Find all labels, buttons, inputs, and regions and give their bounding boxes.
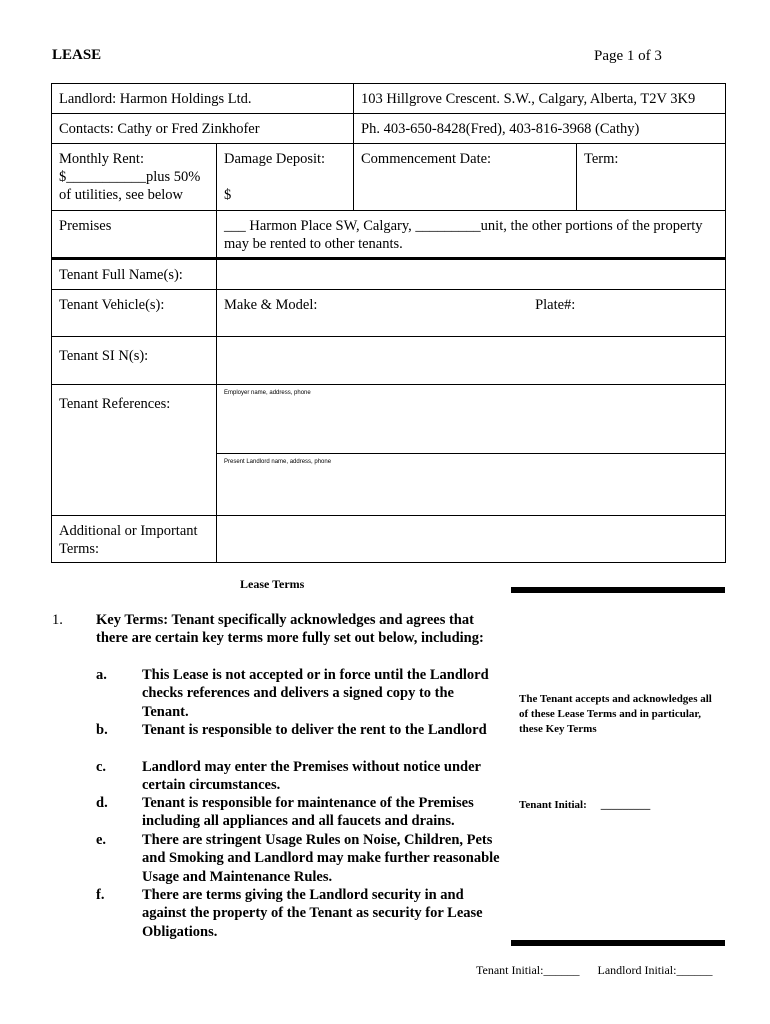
term-cell[interactable]: [577, 144, 726, 211]
bottom-divider-bar: [511, 940, 725, 946]
item-letter: a.: [96, 667, 107, 683]
employer-hint: Employer name, address, phone: [224, 390, 311, 396]
footer-landlord-initial[interactable]: Landlord Initial:______: [597, 963, 713, 977]
commencement-date-cell[interactable]: [354, 144, 577, 211]
lease-form-table: [51, 83, 726, 563]
side-initial-line[interactable]: _________: [600, 799, 651, 811]
tenant-references-label: Tenant References:: [52, 385, 217, 516]
item-text: Tenant is responsible to deliver the rent to the Landlord: [142, 722, 487, 738]
tenant-vehicle-label: Tenant Vehicle(s):: [52, 290, 217, 337]
tenant-references-field[interactable]: [217, 385, 726, 516]
footer-tenant-initial[interactable]: Tenant Initial:______: [476, 963, 580, 977]
landlord-cell: Landlord: Harmon Holdings Ltd.: [52, 84, 354, 114]
contacts-cell: Contacts: Cathy or Fred Zinkhofer: [52, 114, 354, 144]
monthly-rent-label: Monthly Rent:: [59, 151, 144, 167]
item-letter: e.: [96, 832, 107, 848]
item-text: Tenant is responsible for maintenance of the Premises including all appliances and all faucets and drains.: [142, 795, 474, 830]
tenant-vehicle-field[interactable]: [217, 290, 726, 337]
additional-terms-field[interactable]: [217, 516, 726, 563]
side-tenant-initial[interactable]: [519, 799, 650, 811]
damage-deposit-value: $: [224, 187, 232, 203]
phones-cell: Ph. 403-650-8428(Fred), 403-816-3968 (Cathy): [354, 114, 726, 144]
damage-deposit-cell[interactable]: [217, 144, 354, 211]
item-letter: f.: [96, 887, 105, 903]
landlord-reference-field[interactable]: [217, 454, 725, 514]
item-text: There are stringent Usage Rules on Noise, Children, Pets and Smoking and Landlord may make further reasonable Usage and Maintenance Rules.: [142, 832, 500, 885]
premises-label: Premises: [52, 211, 217, 259]
item-text: There are terms giving the Landlord security in and against the property of the Tenant as security for Lease Obligations.: [142, 887, 483, 940]
tenant-sin-label: Tenant SI N(s):: [52, 337, 217, 385]
landlord-address-cell: 103 Hillgrove Crescent. S.W., Calgary, Alberta, T2V 3K9: [354, 84, 726, 114]
document-title: LEASE: [52, 47, 102, 63]
item-number: 1.: [52, 612, 63, 628]
item-letter: b.: [96, 722, 108, 738]
tenant-sin-field[interactable]: [217, 337, 726, 385]
tenant-names-field[interactable]: [217, 259, 726, 290]
premises-text[interactable]: ___ Harmon Place SW, Calgary, _________unit, the other portions of the property may be rented to other tenants.: [217, 211, 726, 259]
item-letter: c.: [96, 759, 107, 775]
key-terms-intro: Key Terms: Tenant specifically acknowledges and agrees that there are certain key terms more fully set out below, including:: [96, 612, 484, 647]
employer-reference-field[interactable]: [217, 385, 725, 454]
item-text: Landlord may enter the Premises without notice under certain circumstances.: [142, 759, 481, 794]
landlord-hint: Present Landlord name, address, phone: [224, 459, 332, 465]
damage-deposit-label: Damage Deposit:: [224, 151, 326, 167]
make-model-label: Make & Model:: [224, 297, 318, 313]
top-divider-bar: [511, 587, 725, 593]
item-text: This Lease is not accepted or in force until the Landlord checks references and delivers a signed copy to the Tenant.: [142, 667, 489, 720]
lease-terms-heading: Lease Terms: [240, 577, 305, 591]
monthly-rent-cell[interactable]: [52, 144, 217, 211]
side-initial-label: Tenant Initial:: [519, 799, 587, 811]
commencement-date-label: Commencement Date:: [361, 151, 492, 167]
monthly-rent-line: $___________plus 50%: [59, 169, 201, 185]
item-letter: d.: [96, 795, 108, 811]
term-label: Term:: [584, 151, 619, 167]
plate-label: Plate#:: [535, 297, 576, 313]
page-number: Page 1 of 3: [594, 48, 662, 64]
acknowledgement-note: The Tenant accepts and acknowledges all of these Lease Terms and in particular, these Key Terms: [519, 693, 712, 735]
additional-terms-label: Additional or Important Terms:: [52, 516, 217, 563]
footer-initials: [476, 963, 712, 978]
monthly-rent-note: of utilities, see below: [59, 187, 184, 203]
tenant-names-label: Tenant Full Name(s):: [52, 259, 217, 290]
